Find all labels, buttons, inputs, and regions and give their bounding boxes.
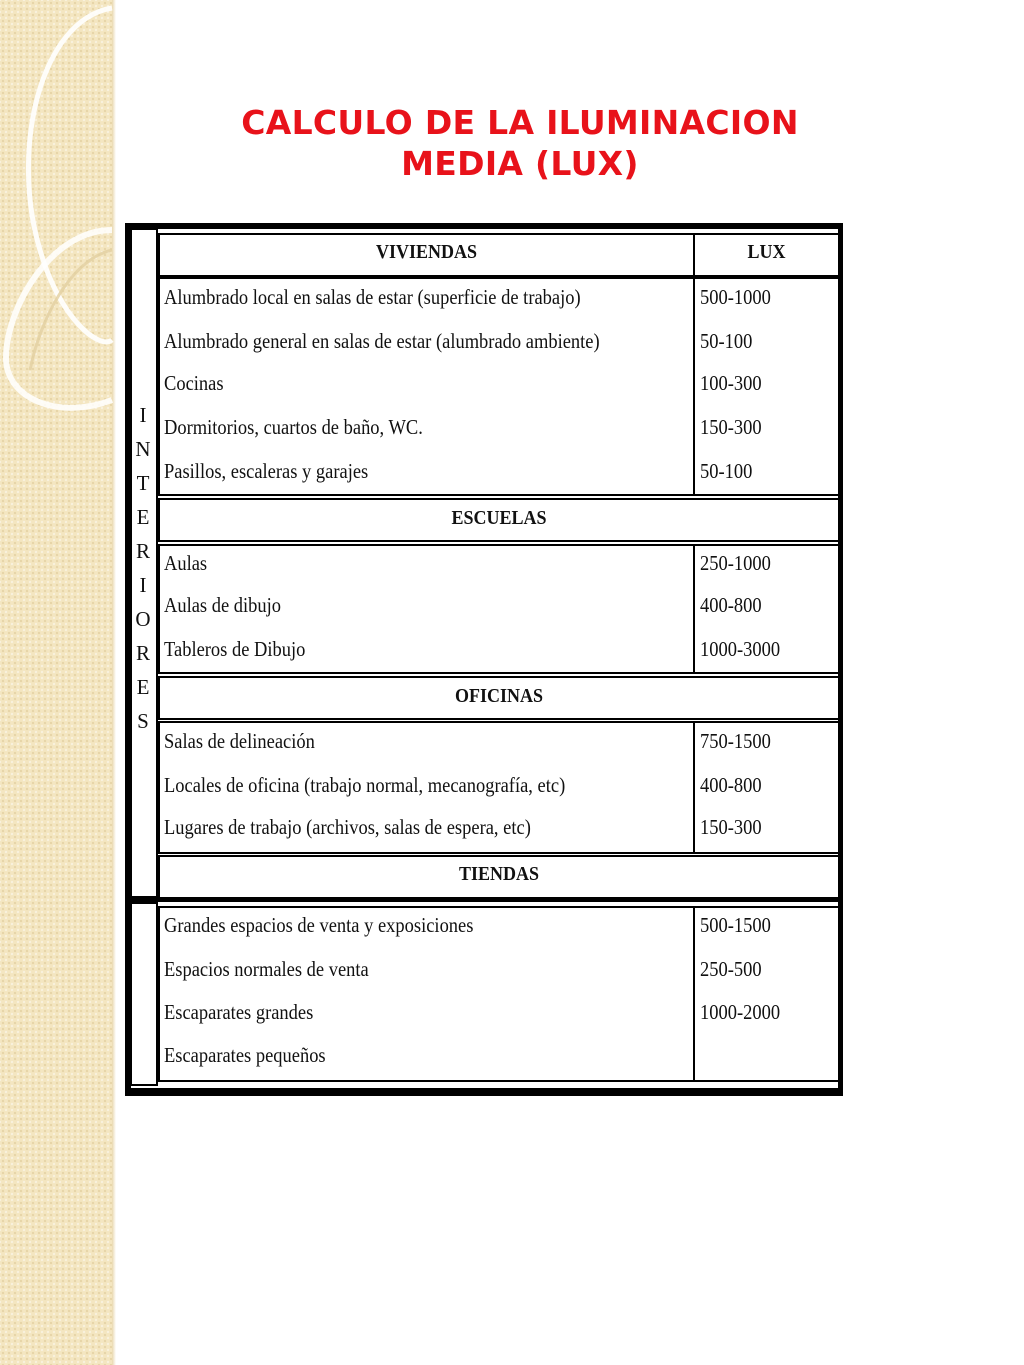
section-header-viviendas: VIVIENDAS: [375, 241, 478, 263]
row-lux: 750-1500: [700, 729, 771, 753]
side-letter: I: [139, 403, 147, 427]
row-label: Cocinas: [164, 371, 224, 395]
side-label-cell-lower: [130, 902, 158, 1086]
row-lux: 400-800: [700, 593, 762, 617]
row-lux: 1000-3000: [700, 637, 781, 661]
row-lux: 150-300: [700, 415, 762, 439]
row-lux: 250-500: [700, 957, 762, 981]
page-title: CALCULO DE LA ILUMINACION: [241, 103, 799, 142]
row-label: Alumbrado general en salas de estar (alumbrado ambiente): [164, 329, 600, 353]
row-label: Aulas de dibujo: [164, 593, 282, 617]
row-label: Tableros de Dibujo: [164, 637, 306, 661]
side-letter: S: [137, 709, 149, 733]
row-lux: 1000-2000: [700, 1000, 781, 1024]
side-letter: I: [139, 573, 147, 597]
side-letter: R: [135, 539, 150, 563]
row-label: Pasillos, escaleras y garajes: [164, 459, 369, 483]
row-label: Aulas: [164, 551, 208, 575]
row-label: Espacios normales de venta: [164, 957, 369, 981]
row-label: Alumbrado local en salas de estar (superficie de trabajo): [164, 285, 581, 309]
page-subtitle: MEDIA (LUX): [401, 144, 639, 183]
row-label: Lugares de trabajo (archivos, salas de espera, etc): [164, 815, 531, 839]
side-letter: R: [135, 641, 150, 665]
side-letter: O: [135, 607, 151, 631]
row-lux: 100-300: [700, 371, 762, 395]
row-label: Salas de delineación: [164, 729, 315, 753]
table-top-border: [125, 223, 843, 229]
section-header-oficinas: OFICINAS: [454, 685, 544, 707]
section-header-tiendas: TIENDAS: [458, 863, 540, 885]
row-lux: 50-100: [700, 459, 753, 483]
side-letter: N: [135, 437, 151, 461]
section-header-escuelas: ESCUELAS: [451, 507, 547, 529]
table-bottom-border: [125, 1088, 843, 1096]
row-label: Grandes espacios de venta y exposiciones: [164, 913, 474, 937]
row-lux: 400-800: [700, 773, 762, 797]
row-label: Escaparates grandes: [164, 1000, 314, 1024]
row-lux: 50-100: [700, 329, 753, 353]
row-label: Dormitorios, cuartos de baño, WC.: [164, 415, 423, 439]
lux-column-header: LUX: [747, 241, 786, 263]
row-lux: 500-1500: [700, 913, 771, 937]
side-letter: E: [136, 505, 150, 529]
row-lux: 250-1000: [700, 551, 771, 575]
row-label: Locales de oficina (trabajo normal, mecanografía, etc): [164, 773, 566, 797]
row-lux: 150-300: [700, 815, 762, 839]
side-letter: E: [136, 675, 150, 699]
row-label: Escaparates pequeños: [164, 1043, 326, 1067]
side-letter: T: [136, 471, 150, 495]
row-lux: 500-1000: [700, 285, 771, 309]
